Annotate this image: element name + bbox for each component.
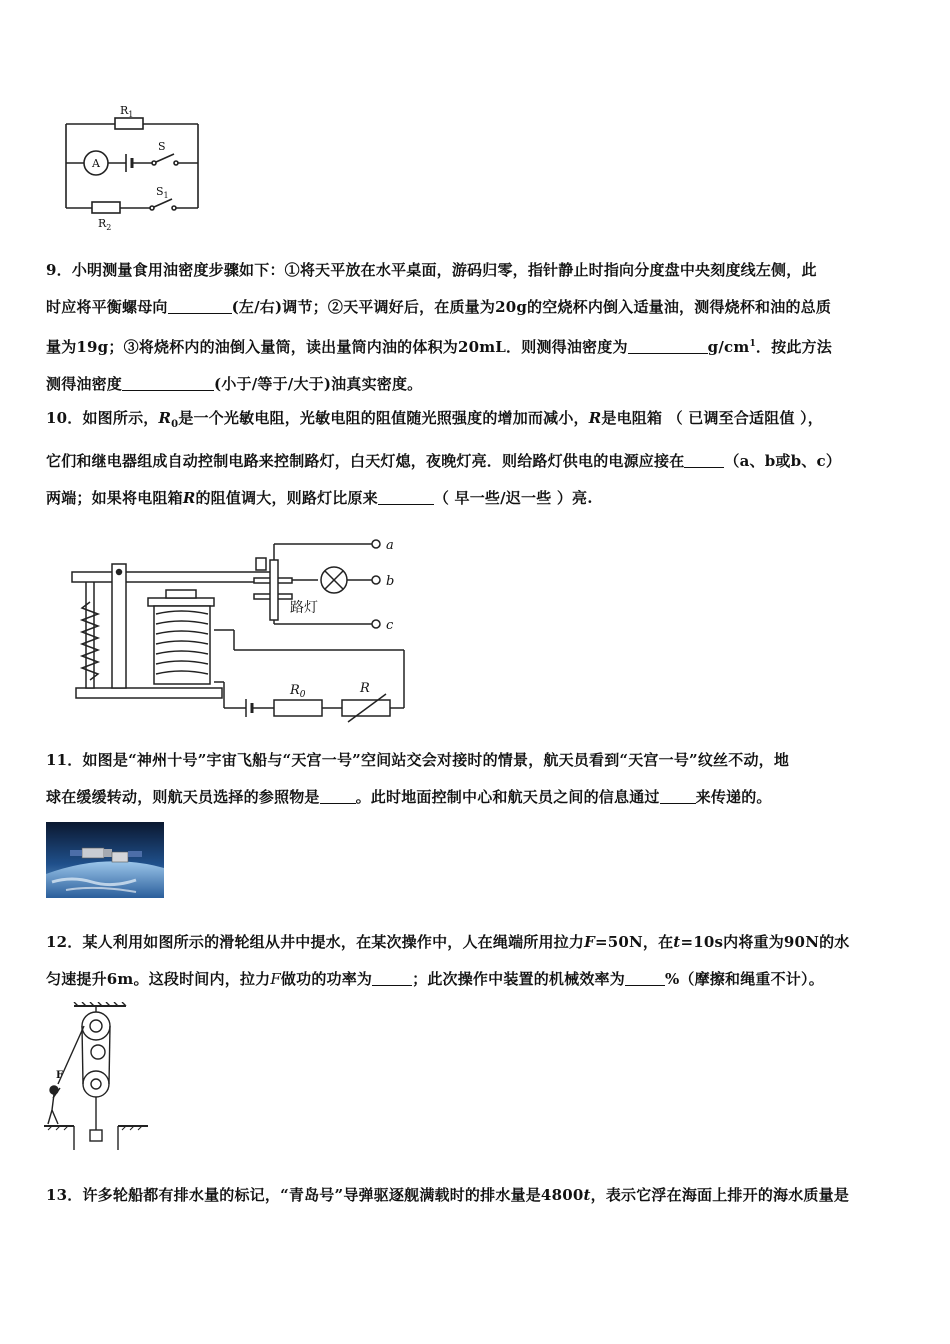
- label-r0: $R_0$: [290, 683, 306, 700]
- q13-line1: 13．许多轮船都有排水量的标记，“青岛号”导弹驱逐舰满载时的排水量是4800t，表示它浮在海面上排开的海水质量是: [46, 1186, 850, 1204]
- question-9: [46, 252, 904, 403]
- label-f: F: [56, 1070, 64, 1081]
- q9-line4: 测得油密度 (小于/等于/大于)油真实密度。: [46, 366, 904, 403]
- q10-line2: 它们和继电器组成自动控制电路来控制路灯，白天灯熄，夜晚灯亮．则给路灯供电的电源应接在 （a、b或b、c）: [46, 443, 904, 480]
- terminal-c: c: [386, 618, 394, 633]
- label-r1: $R_1$: [120, 104, 134, 119]
- fixed-pulley: [82, 1012, 110, 1040]
- question-11: [46, 742, 904, 816]
- resistor-r1: [115, 118, 143, 129]
- water-bucket: [90, 1130, 102, 1141]
- question-12: [46, 924, 904, 998]
- q10-line3: 两端；如果将电阻箱R的阻值调大，则路灯比原来 （ 早一些/迟一些 ）亮.: [46, 480, 904, 517]
- relay-circuit-diagram: [68, 532, 413, 728]
- q9-line2: 时应将平衡螺母向 (左/右)调节；②天平调好后，在质量为20g的空烧杯内倒入适量油，测得烧杯和油的总质: [46, 289, 904, 326]
- answer-blank[interactable]: [628, 335, 708, 354]
- question-10: [46, 400, 904, 517]
- label-r: R: [360, 681, 370, 696]
- answer-blank[interactable]: [320, 785, 356, 804]
- q12-line2: 匀速提升6m。这段时间内，拉力F做功的功率为 ；此次操作中装置的机械效率为 %（摩擦和绳重不计）。: [46, 961, 904, 998]
- pulley-system-diagram: [40, 1002, 152, 1154]
- label-s: S: [158, 140, 166, 153]
- question-13: [46, 1177, 904, 1214]
- spacecraft-docking-photo: [46, 822, 164, 898]
- answer-blank[interactable]: [122, 372, 214, 391]
- label-ammeter: A: [92, 157, 100, 170]
- label-s1: $S_1$: [156, 185, 169, 200]
- answer-blank[interactable]: [372, 967, 412, 986]
- resistor-r2: [92, 202, 120, 213]
- q12-line1: 12．某人利用如图所示的滑轮组从井中提水，在某次操作中，人在绳端所用拉力F=50N，在t=10s内将重为90N的水: [46, 933, 850, 951]
- q11-line2: 球在缓缓转动，则航天员选择的参照物是 。此时地面控制中心和航天员之间的信息通过 来传递的。: [46, 779, 904, 816]
- lamp-label: 路灯: [290, 600, 318, 616]
- answer-blank[interactable]: [684, 449, 724, 468]
- answer-blank[interactable]: [378, 486, 434, 505]
- answer-blank[interactable]: [660, 785, 696, 804]
- terminal-b: b: [386, 574, 395, 589]
- answer-blank[interactable]: [625, 967, 665, 986]
- label-r2: $R_2$: [98, 217, 112, 230]
- movable-pulley: [83, 1071, 109, 1097]
- q9-line3: 量为19g；③将烧杯内的油倒入量筒，读出量筒内油的体积为20mL．则测得油密度为 $g/cm^1$．按此方法: [46, 326, 904, 366]
- q9-line1: 9．小明测量食用油密度步骤如下：①将天平放在水平桌面，游码归零，指针静止时指向分度盘中央刻度线左侧，此: [46, 261, 817, 279]
- q11-line1: 11．如图是“神州十号”宇宙飞船与“天宫一号”空间站交会对接时的情景，航天员看到“天宫一号”纹丝不动，地: [46, 751, 790, 769]
- q10-line1: 10．如图所示，$R_0$是一个光敏电阻，光敏电阻的阻值随光照强度的增加而减小，R是电阻箱 （ 已调至合适阻值 ），: [46, 409, 823, 430]
- terminal-a: a: [386, 538, 394, 553]
- answer-blank[interactable]: [168, 295, 232, 314]
- circuit-diagram-q8: [58, 96, 208, 230]
- resistor-r0: [274, 700, 322, 716]
